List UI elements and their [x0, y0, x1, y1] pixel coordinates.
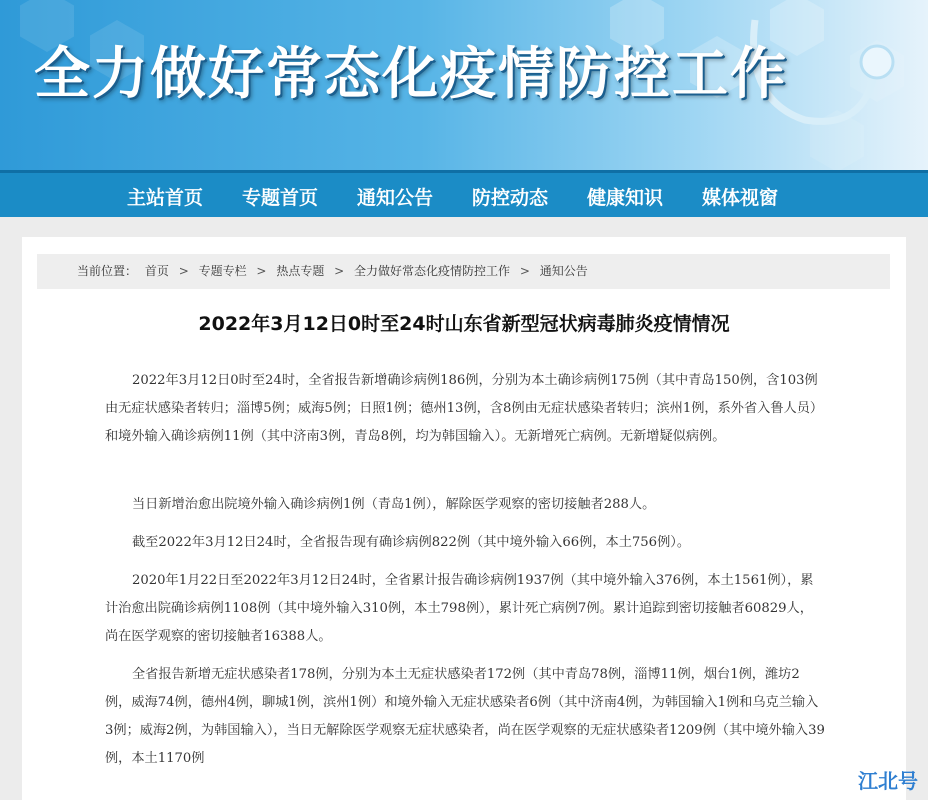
- article-title: 2022年3月12日0时至24时山东省新型冠状病毒肺炎疫情情况: [198, 313, 730, 335]
- content-panel: [22, 237, 906, 800]
- banner-title: 全力做好常态化疫情防控工作: [34, 42, 788, 107]
- article-paragraph: 2020年1月22日至2022年3月12日24时，全省累计报告确诊病例1937例（其中境外输入376例，本土1561例），累计治愈出院确诊病例1108例（其中境外输入310例，本土798例），累计死亡病例7例。累计追踪到密切接触者60829人，尚在医学观察的密切接触者16388人。: [105, 573, 814, 644]
- article-paragraph: 当日新增治愈出院境外输入确诊病例1例（青岛1例），解除医学观察的密切接触者288人。: [132, 497, 656, 512]
- breadcrumb-topic[interactable]: 全力做好常态化疫情防控工作: [354, 264, 511, 278]
- breadcrumb-hot-topics[interactable]: 热点专题: [276, 264, 325, 278]
- nav-item-media[interactable]: 媒体视窗: [702, 187, 779, 209]
- article-paragraph: 2022年3月12日0时至24时，全省报告新增确诊病例186例，分别为本土确诊病例175例（其中青岛150例，含103例由无症状感染者转归；淄博5例；威海5例；日照1例；德州13例，含8例由无症状感染者转归；滨州1例，系外省入鲁人员）和境外输入确诊病例11例（其中济南3例，青岛8例，均为韩国输入）。无新增死亡病例。无新增疑似病例。: [105, 373, 824, 444]
- breadcrumb-separator: >: [178, 264, 189, 278]
- watermark-logo: 江北号: [858, 769, 918, 793]
- breadcrumb-separator: >: [256, 264, 267, 278]
- nav-item-notices[interactable]: 通知公告: [357, 187, 434, 209]
- text-fade-overlay: [277, 757, 477, 785]
- breadcrumb-special-column[interactable]: 专题专栏: [198, 264, 247, 278]
- nav-item-prevention-news[interactable]: 防控动态: [472, 187, 549, 209]
- article-paragraph: 全省报告新增无症状感染者178例，分别为本土无症状感染者172例（其中青岛78例，淄博11例，烟台1例，潍坊2例，威海74例，德州4例，聊城1例，滨州1例）和境外输入无症状感染者6例（其中济南4例，为韩国输入1例和乌克兰输入3例；威海2例，为韩国输入），当日无解除医学观察无症状感染者，尚在医学观察的无症状感染者1209例（其中境外输入39例，本土1170例: [105, 667, 825, 766]
- breadcrumb-prefix: 当前位置：: [77, 264, 138, 278]
- article-paragraph: 截至2022年3月12日24时，全省报告现有确诊病例822例（其中境外输入66例，本土756例）。: [132, 535, 691, 550]
- breadcrumb-home[interactable]: 首页: [144, 264, 169, 278]
- header-banner: [0, 0, 928, 170]
- main-nav: [0, 170, 928, 217]
- nav-item-topic-home[interactable]: 专题首页: [242, 187, 319, 209]
- breadcrumb: [37, 254, 890, 289]
- nav-item-health-knowledge[interactable]: 健康知识: [587, 187, 664, 209]
- breadcrumb-notices[interactable]: 通知公告: [539, 264, 588, 278]
- breadcrumb-separator: >: [519, 264, 530, 278]
- nav-item-home[interactable]: 主站首页: [127, 187, 204, 209]
- breadcrumb-separator: >: [334, 264, 345, 278]
